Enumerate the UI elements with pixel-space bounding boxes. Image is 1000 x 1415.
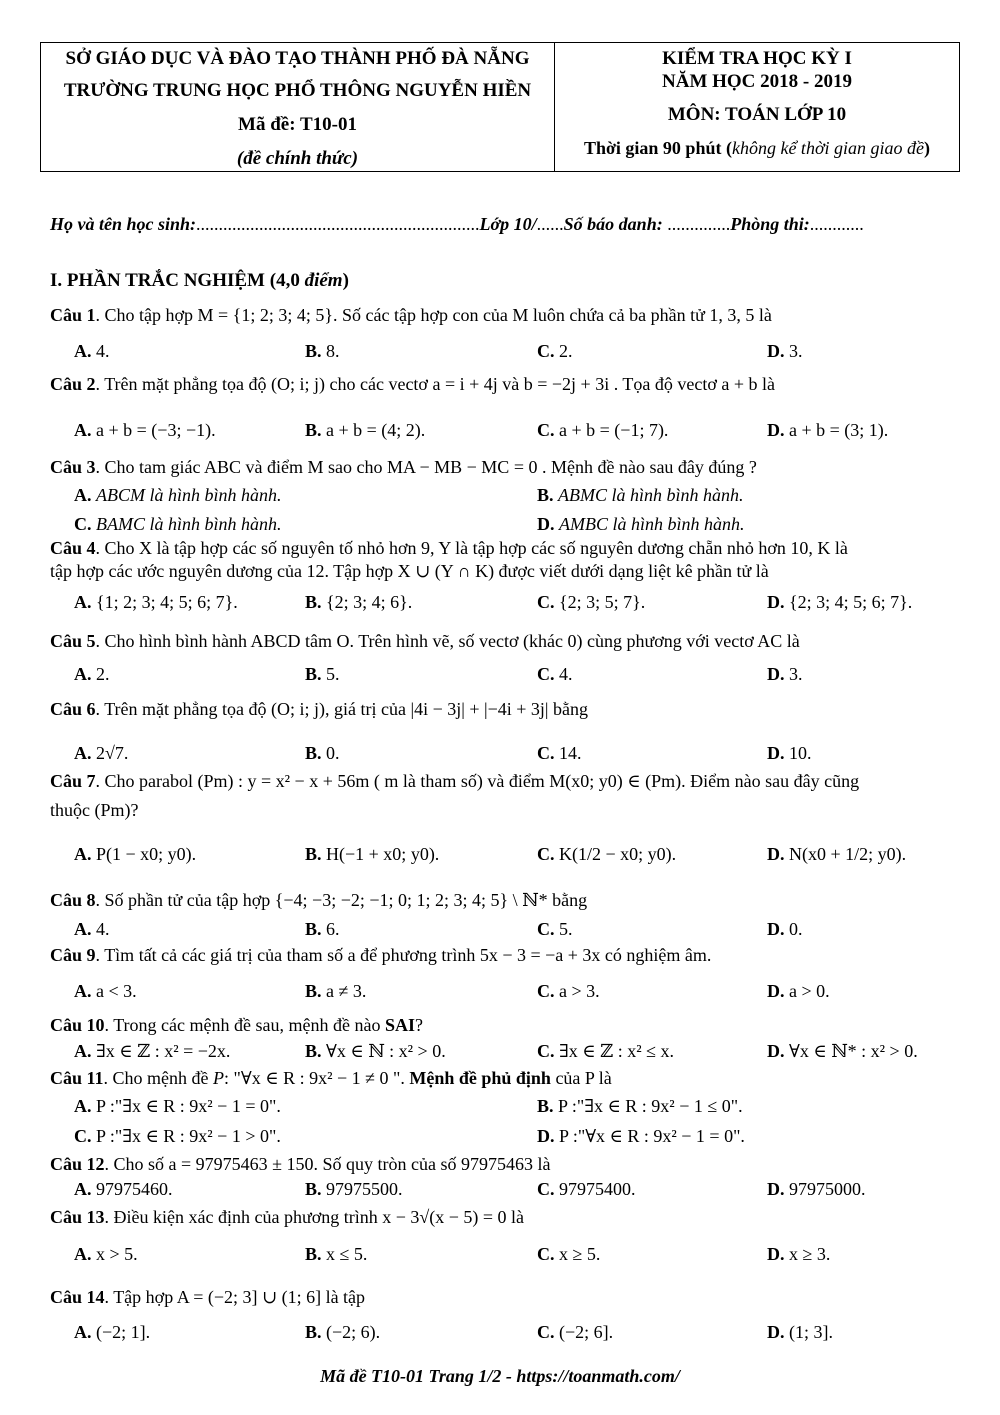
- duration: Thời gian 90 phút (không kể thời gian giao đề): [583, 138, 931, 158]
- q6-option-a: A. 2√7.: [74, 743, 129, 763]
- q9-option-b: B. a ≠ 3.: [305, 981, 367, 1001]
- q11-option-a: A. P :"∃x ∈ R : 9x² − 1 = 0".: [74, 1096, 281, 1116]
- question-6: Câu 6. Trên mặt phẳng tọa độ (O; i; j), giá trị của |4i − 3j| + |−4i + 3j| bằng: [50, 699, 588, 719]
- section-title: I. PHẦN TRẮC NGHIỆM (4,0 điểm): [50, 270, 349, 291]
- q10-option-b: B. ∀x ∈ ℕ : x² > 0.: [305, 1041, 446, 1061]
- department-name: SỞ GIÁO DỤC VÀ ĐÀO TẠO THÀNH PHỐ ĐÀ NẴNG: [65, 48, 530, 69]
- q2-option-b: B. a + b = (4; 2).: [305, 420, 426, 440]
- q5-option-b: B. 5.: [305, 664, 340, 684]
- school-year: NĂM HỌC 2018 - 2019: [662, 71, 852, 92]
- q5-option-d: D. 3.: [767, 664, 803, 684]
- q3-option-c: C. BAMC là hình bình hành.: [74, 514, 282, 534]
- q10-option-a: A. ∃x ∈ ℤ : x² = −2x.: [74, 1041, 231, 1061]
- q4-option-a: A. {1; 2; 3; 4; 5; 6; 7}.: [74, 592, 238, 612]
- question-2: Câu 2. Trên mặt phẳng tọa độ (O; i; j) cho các vectơ a = i + 4j và b = −2j + 3i . Tọa độ vectơ a + b là: [50, 374, 775, 394]
- page-footer: Mã đề T10-01 Trang 1/2 - https://toanmath.com/: [320, 1366, 680, 1386]
- question-4: Câu 4. Cho X là tập hợp các số nguyên tố nhỏ hơn 9, Y là tập hợp các số nguyên dương chẵn nhỏ hơn 10, K là: [50, 538, 848, 558]
- q6-option-b: B. 0.: [305, 743, 340, 763]
- question-11: Câu 11. Cho mệnh đề P: "∀x ∈ R : 9x² − 1 ≠ 0 ". Mệnh đề phủ định của P là: [50, 1068, 612, 1088]
- q4-option-b: B. {2; 3; 4; 6}.: [305, 592, 413, 612]
- exam-code: Mã đề: T10-01: [238, 114, 357, 135]
- official-note: (đề chính thức): [236, 148, 359, 169]
- question-1: Câu 1. Cho tập hợp M = {1; 2; 3; 4; 5}. Số các tập hợp con của M luôn chứa cả ba phần tử 1, 3, 5 là: [50, 305, 772, 325]
- q14-option-c: C. (−2; 6].: [537, 1322, 614, 1342]
- question-14: Câu 14. Tập hợp A = (−2; 3] ∪ (1; 6] là tập: [50, 1287, 366, 1307]
- q7-option-d: D. N(x0 + 1/2; y0).: [767, 844, 907, 864]
- question-3: Câu 3. Cho tam giác ABC và điểm M sao cho MA − MB − MC = 0 . Mệnh đề nào sau đây đúng ?: [50, 457, 757, 477]
- q14-option-b: B. (−2; 6).: [305, 1322, 381, 1342]
- q12-option-a: A. 97975460.: [74, 1179, 173, 1199]
- question-7: Câu 7. Cho parabol (Pm) : y = x² − x + 56m ( m là tham số) và điểm M(x0; y0) ∈ (Pm). Điểm nào sau đây cũng: [50, 771, 860, 791]
- q14-option-d: D. (1; 3].: [767, 1322, 833, 1342]
- q7-option-c: C. K(1/2 − x0; y0).: [537, 844, 677, 864]
- q11-option-b: B. P :"∃x ∈ R : 9x² − 1 ≤ 0".: [537, 1096, 743, 1116]
- q12-option-b: B. 97975500.: [305, 1179, 403, 1199]
- question-4-cont: tập hợp các ước nguyên dương của 12. Tập hợp X ∪ (Y ∩ K) được viết dưới dạng liệt kê phần tử là: [50, 561, 769, 581]
- school-name: TRƯỜNG TRUNG HỌC PHỔ THÔNG NGUYỄN HIỀN: [63, 80, 532, 101]
- school-info: [41, 43, 555, 171]
- question-5: Câu 5. Cho hình bình hành ABCD tâm O. Trên hình vẽ, số vectơ (khác 0) cùng phương với vectơ AC là: [50, 631, 800, 651]
- subject: MÔN: TOÁN LỚP 10: [667, 104, 847, 125]
- q3-option-a: A. ABCM là hình bình hành.: [74, 485, 282, 505]
- q3-option-d: D. AMBC là hình bình hành.: [537, 514, 745, 534]
- student-info-line: Họ và tên học sinh:...............................................................Lớp 10/......Số báo danh: ..............Phòng thi:............: [50, 214, 864, 234]
- question-7-cont: thuộc (Pm)?: [50, 800, 139, 820]
- question-10: Câu 10. Trong các mệnh đề sau, mệnh đề nào SAI?: [50, 1015, 423, 1035]
- q4-option-d: D. {2; 3; 4; 5; 6; 7}.: [767, 592, 913, 612]
- q8-option-d: D. 0.: [767, 919, 803, 939]
- q8-option-b: B. 6.: [305, 919, 340, 939]
- q13-option-d: D. x ≥ 3.: [767, 1244, 831, 1264]
- q7-option-b: B. H(−1 + x0; y0).: [305, 844, 440, 864]
- q9-option-a: A. a < 3.: [74, 981, 137, 1001]
- question-12: Câu 12. Cho số a = 97975463 ± 150. Số quy tròn của số 97975463 là: [50, 1154, 551, 1174]
- q11-option-c: C. P :"∃x ∈ R : 9x² − 1 > 0".: [74, 1126, 281, 1146]
- q14-option-a: A. (−2; 1].: [74, 1322, 151, 1342]
- q3-option-b: B. ABMC là hình bình hành.: [537, 485, 744, 505]
- q1-option-b: B. 8.: [305, 341, 340, 361]
- question-13: Câu 13. Điều kiện xác định của phương trình x − 3√(x − 5) = 0 là: [50, 1207, 525, 1227]
- exam-title: KIỂM TRA HỌC KỲ I: [662, 48, 852, 69]
- q6-option-c: C. 14.: [537, 743, 582, 763]
- q1-option-a: A. 4.: [74, 341, 110, 361]
- q9-option-c: C. a > 3.: [537, 981, 600, 1001]
- q12-option-d: D. 97975000.: [767, 1179, 866, 1199]
- q7-option-a: A. P(1 − x0; y0).: [74, 844, 197, 864]
- question-9: Câu 9. Tìm tất cả các giá trị của tham số a để phương trình 5x − 3 = −a + 3x có nghiệm âm.: [50, 945, 712, 965]
- q13-option-b: B. x ≤ 5.: [305, 1244, 368, 1264]
- q1-option-d: D. 3.: [767, 341, 803, 361]
- exam-info: [555, 43, 959, 171]
- q10-option-c: C. ∃x ∈ ℤ : x² ≤ x.: [537, 1041, 675, 1061]
- exam-header-box: [40, 42, 960, 172]
- q2-option-a: A. a + b = (−3; −1).: [74, 420, 216, 440]
- q8-option-c: C. 5.: [537, 919, 573, 939]
- q13-option-c: C. x ≥ 5.: [537, 1244, 601, 1264]
- q5-option-a: A. 2.: [74, 664, 110, 684]
- q4-option-c: C. {2; 3; 5; 7}.: [537, 592, 646, 612]
- q8-option-a: A. 4.: [74, 919, 110, 939]
- q2-option-d: D. a + b = (3; 1).: [767, 420, 889, 440]
- q1-option-c: C. 2.: [537, 341, 573, 361]
- q6-option-d: D. 10.: [767, 743, 812, 763]
- q2-option-c: C. a + b = (−1; 7).: [537, 420, 669, 440]
- q10-option-d: D. ∀x ∈ ℕ* : x² > 0.: [767, 1041, 918, 1061]
- q9-option-d: D. a > 0.: [767, 981, 830, 1001]
- q11-option-d: D. P :"∀x ∈ R : 9x² − 1 = 0".: [537, 1126, 745, 1146]
- q12-option-c: C. 97975400.: [537, 1179, 636, 1199]
- question-8: Câu 8. Số phần tử của tập hợp {−4; −3; −2; −1; 0; 1; 2; 3; 4; 5} \ ℕ* bằng: [50, 890, 588, 910]
- q13-option-a: A. x > 5.: [74, 1244, 138, 1264]
- q5-option-c: C. 4.: [537, 664, 573, 684]
